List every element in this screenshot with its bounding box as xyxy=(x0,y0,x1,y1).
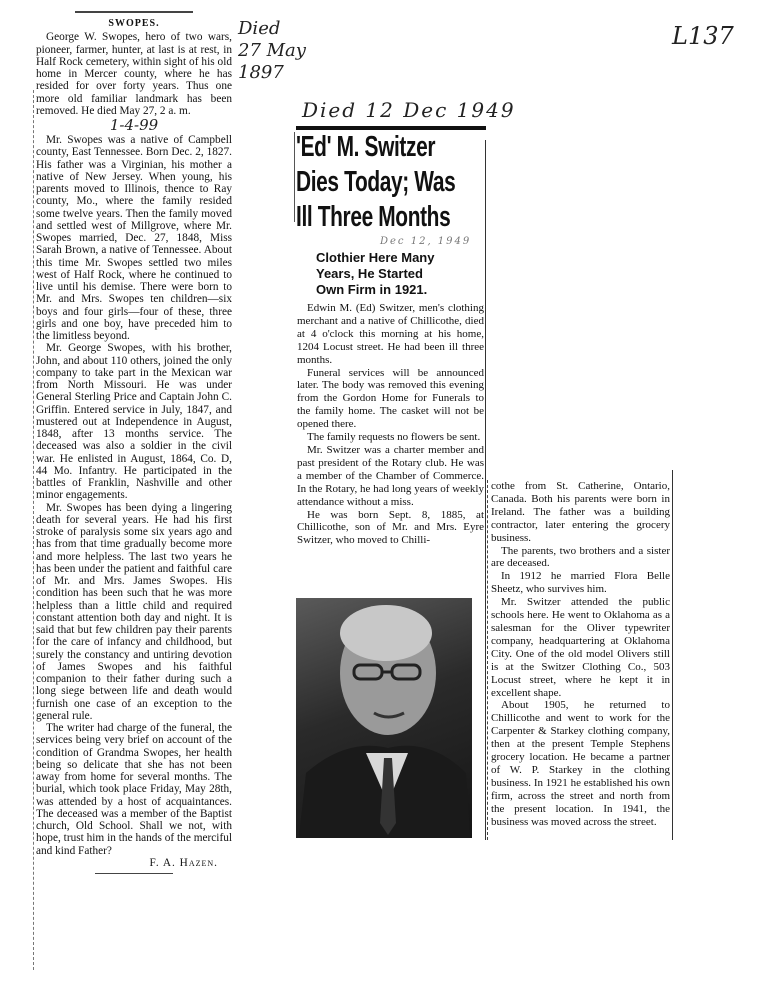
paragraph: Mr. George Swopes, with his brother, John, and about 110 others, joined the only company to take part in the Mexican war from North Missouri. He was under General Sterling Price and Captain John C. Griffin. Entered service in July, 1847, and mustered out at Independence in August, 1848, after 13 months service. The deceased was also a soldier in the civil war. He enlisted in August, 1864, Co. D, 44 Mo. Infantry. He participated in the battles of Franklin, Nashville and other minor engagements. xyxy=(36,342,232,502)
switzer-obituary-column-1 xyxy=(297,302,484,547)
headline-line: Ill Three Months xyxy=(296,201,451,233)
handwritten-reference-number: L137 xyxy=(672,22,734,50)
paragraph: Mr. Switzer was a charter member and past president of the Rotary club. He was a member of the Chamber of Commerce. In the Rotary, he had long years of weekly attendance without a miss. xyxy=(297,443,484,508)
paragraph: Edwin M. (Ed) Switzer, men's clothing merchant and a native of Chillicothe, died at 4 o'clock this morning at his home, 1204 Locust street. He had been ill three months. xyxy=(297,302,484,366)
paragraph: In 1912 he married Flora Belle Sheetz, who survives him. xyxy=(491,570,670,596)
portrait-figure xyxy=(296,598,472,838)
paragraph: Mr. Switzer attended the public schools here. He went to Oklahoma as a salesman for the Oliver typewriter company, headquartering at Oklahoma City. One of the old model Olivers still is at the Switzer Clothing Co., 503 Locust street, where he kept it in excellent shape. xyxy=(491,596,670,699)
paragraph: About 1905, he returned to Chillicothe and went to work for the Carpenter & Starkey clothing company, then at the present Temple Stephens grocery location. He became a partner of W. P. Starkey in the clothing business. In 1921 he established his own firm, across the street and north from the present location. In 1941, the business was moved across the street. xyxy=(491,699,670,828)
divider xyxy=(95,873,173,874)
handwritten-line: 1897 xyxy=(238,62,284,83)
paragraph: cothe from St. Catherine, Ontario, Canada. Both his parents were born in Ireland. The father was a building contractor, later entering the grocery business. xyxy=(491,480,670,544)
portrait-photo xyxy=(296,598,472,838)
paragraph: He was born Sept. 8, 1885, at Chillicothe, son of Mr. and Mrs. Eyre Switzer, who moved to Chilli- xyxy=(297,508,484,547)
paragraph: The family requests no flowers be sent. xyxy=(307,431,481,444)
signature: F. A. Hazen. xyxy=(149,856,218,869)
switzer-obituary-column-2 xyxy=(491,480,670,828)
column-border xyxy=(487,480,488,840)
paragraph: George W. Swopes, hero of two wars, pioneer, farmer, hunter, at last is at rest, in Half Rock cemetery, within sight of his old home in Mercer county, where he has resided for over forty years. Thus one more old familiar landmark has been removed. He died May 27, 2 a. m. xyxy=(36,31,232,117)
subheadline xyxy=(316,250,476,298)
clipping-border xyxy=(33,90,34,970)
faint-date-stamp: Dec 12, 1949 xyxy=(380,236,472,247)
headline xyxy=(296,130,456,235)
column-border xyxy=(672,470,673,840)
divider xyxy=(75,11,193,13)
subhead-line: Years, He Started xyxy=(316,266,423,281)
handwritten-line: Died xyxy=(238,18,281,39)
paragraph: Mr. Swopes was a native of Campbell county, East Tennessee. Born Dec. 2, 1827. His father was a Virginian, his mother a native of New Jersey. When young, his parents moved to Illinois, thence to Ray county, Mo., where the family resided some twelve years. Then the family moved and settled west of Millgrove, where Mr. Swopes married, Dec. 27, 1848, Miss Sarah Brown, a native of Tennessee. About this time Mr. Swopes settled two miles west of Half Rock, where he continued to live until his demise. There were born to Mr. and Mrs. Swopes ten children—six boys and four girls—four of these, three girls and one boy, have preceded him to the limitless beyond. xyxy=(36,134,232,342)
headline-line: Dies Today; Was xyxy=(296,166,456,198)
handwritten-line: 27 May xyxy=(238,40,306,61)
subhead-line: Own Firm in 1921. xyxy=(316,282,428,297)
headline-line: 'Ed' M. Switzer xyxy=(296,131,436,163)
obituary-title: SWOPES. xyxy=(108,18,160,29)
subhead-line: Clothier Here Many xyxy=(316,250,435,265)
paragraph: The writer had charge of the funeral, the services being very brief on account of the condition of Grandma Swopes, her health being so delicate that she has not been away from home for several months. The burial, which took place Friday, May 28th, was attended by a host of acquaintances. The deceased was a member of the Baptist church, Old School. Shall we not, with hope, trust him in the hands of the merciful and kind Father? xyxy=(36,722,232,857)
paragraph: Mr. Swopes has been dying a lingering death for several years. He had his first stroke of paralysis some six years ago and has from that time gradually become more and more helpless. The last two years he has been under the patient and faithful care of Mr. and Mrs. James Swopes. His condition has been such that he was more helpless than a little child and required constant attention both day and night. It is said that but few children pay their parents for the care of infancy and childhood, but surely the constancy and untiring devotion of James Swopes and his faithful companion to their father during such a long siege between life and death would furnish one case of an exception to the general rule. xyxy=(36,501,232,722)
paragraph: Funeral services will be announced later. The body was removed this evening from the Gordon Home for Funerals to the family home. The casket will not be opened there. xyxy=(297,366,484,431)
swopes-obituary xyxy=(36,8,232,874)
handwritten-death-date-1949: Died 12 Dec 1949 xyxy=(302,98,516,122)
column-border xyxy=(485,140,486,840)
handwritten-date-mark: 1-4-99 xyxy=(109,116,159,134)
paragraph: The parents, two brothers and a sister are deceased. xyxy=(491,544,670,570)
handwritten-death-date-1897 xyxy=(238,18,306,84)
column-border xyxy=(294,132,295,222)
